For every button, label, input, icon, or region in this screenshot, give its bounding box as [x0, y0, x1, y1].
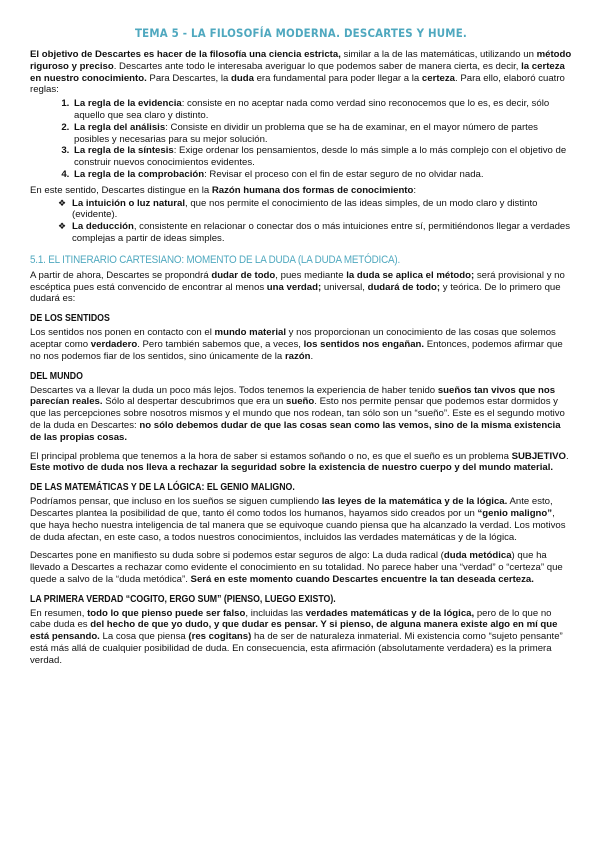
mundo-bold-4: sueño [286, 396, 315, 408]
diamond-bullet-icon: ❖ [58, 197, 67, 208]
sentidos-bold-6: los sentidos nos engañan. [303, 338, 425, 350]
form-text: , consistente en relacionar o conectar dos o más intuiciones entre sí, permitiéndonos llegar a verdades complejas a partir de ideas simples. [72, 221, 571, 244]
s51-text-3: , pues mediante [275, 269, 347, 281]
mat-bold-4: “genio maligno” [477, 507, 553, 519]
form-text: , que nos permite el conocimiento de las ideas simples, de un modo claro y distinto (evidente). [72, 197, 538, 221]
cogito-text-7: La cosa que piensa [99, 631, 189, 643]
s51-bold-2: dudar de todo [211, 269, 276, 281]
intro-bold-5: la certeza en nuestro conocimiento. [30, 60, 565, 84]
mat2-text-1: Descartes pone en manifiesto su duda sobre si podemos estar seguros de algo: La duda radical ( [30, 550, 444, 562]
cogito-bold-2: todo lo que pienso puede ser falso [87, 607, 246, 619]
sentidos-bold-8: razón [284, 350, 311, 362]
rule-name: La regla de la comprobación [74, 168, 205, 180]
rule-text: : Consiste en dividir un problema que se ha de examinar, en el mayor número de partes posibles y necesarias para su mejor solución. [74, 121, 538, 145]
mat-bold-2: las leyes de la matemática y de la lógica. [321, 496, 508, 508]
form-name: La deducción [72, 221, 134, 233]
cogito-bold-8: (res cogitans) [188, 631, 252, 643]
intro-text-6: Para Descartes, la [146, 72, 231, 84]
sense-text-3: : [413, 184, 417, 196]
rule-text: : consiste en no aceptar nada como verdad sino reconocemos que lo es, es decir, sólo aquello que sea claro y distinto. [74, 98, 550, 121]
intro-text-2: similar a la de las matemáticas, utilizando un [340, 49, 537, 60]
document-title: TEMA 5 - LA FILOSOFÍA MODERNA. DESCARTES Y HUME. [134, 26, 467, 40]
matematicas-heading: DE LAS MATEMÁTICAS Y DE LA LÓGICA: EL GENIO MALIGNO. [30, 482, 295, 494]
matematicas-paragraph-1 [30, 496, 572, 543]
mundo-paragraph-1 [30, 385, 572, 444]
intro-bold-9: certeza [421, 72, 455, 84]
rule-name: La regla de la síntesis [74, 145, 174, 157]
cogito-heading: LA PRIMERA VERDAD “COGITO, ERGO SUM” (PIENSO, LUEGO EXISTO). [30, 593, 336, 605]
sentidos-bold-4: verdadero [90, 338, 138, 350]
s51-text-9: y teórica. De lo primero que dudará es: [30, 281, 561, 305]
sentidos-text-3: y nos proporcionan un conocimiento de las cosas que solemos aceptar como [30, 327, 556, 350]
intro-text-10: . Para ello, elaboró cuatro reglas: [30, 72, 565, 96]
s51-bold-4: la duda se aplica el método; [346, 269, 475, 281]
mat2-bold-2: duda metódica [443, 550, 512, 562]
mat-text-1: Podríamos pensar, que incluso en los sueños se siguen cumpliendo [30, 496, 322, 508]
intro-bold-1: El objetivo de Descartes es hacer de la filosofía una ciencia estricta, [30, 49, 341, 60]
mundo-text-1: Descartes va a llevar la duda un poco más lejos. Todos tenemos la experiencia de haber tenido [30, 384, 438, 396]
rule-name: La regla del análisis [74, 121, 166, 133]
sentidos-bold-2: mundo material [214, 327, 286, 339]
rule-text: : Revisar el proceso con el fin de estar seguro de no olvidar nada. [204, 168, 484, 180]
mundo2-text-3: . [565, 450, 569, 462]
intro-paragraph [30, 49, 572, 96]
knowledge-forms-paragraph [30, 185, 572, 197]
mundo2-bold-2: SUBJETIVO [511, 450, 566, 462]
diamond-bullet-icon: ❖ [58, 221, 67, 232]
section-5-1-paragraph [30, 270, 572, 305]
sentidos-text-9: . [310, 350, 314, 362]
rule-name: La regla de la evidencia [74, 98, 182, 110]
mundo-bold-2: sueños tan vivos que nos parecían reales. [30, 384, 556, 408]
cogito-text-9: ha de ser de naturaleza inmaterial. Mi existencia como “sujeto pensante” está más allá de cualquier posibilidad de duda. En consecuencia, esta afirmación (absolutamente verdadera) es la primera verdad. [30, 631, 563, 666]
mundo2-text-1: El principal problema que tenemos a la hora de saber si estamos soñando o no, es que el sueño es un problema [30, 450, 512, 462]
knowledge-forms-list [30, 198, 572, 245]
intro-text-8: era fundamental para poder llegar a la [253, 72, 422, 84]
intro-bold-3: método riguroso y preciso [30, 49, 572, 72]
rule-text: : Exige ordenar los pensamientos, desde lo más simple a lo más complejo con el objetivo de construir nuevos conocimientos evidentes. [74, 145, 567, 169]
s51-bold-8: dudará de todo; [367, 281, 441, 293]
mat2-bold-4: Será en este momento cuando Descartes encuentre la tan deseada certeza. [190, 573, 534, 585]
mat-text-3: Ante esto, Descartes plantea la posibilidad de que, tanto él como todos los humanos, hayamos sido creados por un [30, 496, 553, 519]
rule-item [72, 122, 572, 146]
matematicas-paragraph-2 [30, 550, 572, 585]
sentidos-heading: DE LOS SENTIDOS [30, 313, 110, 325]
form-name: La intuición o luz natural [72, 197, 185, 209]
rule-item [72, 98, 572, 122]
sentidos-paragraph [30, 327, 572, 362]
rule-item [72, 145, 572, 169]
s51-bold-6: una verdad; [266, 281, 322, 293]
cogito-bold-4: verdades matemáticas y de la lógica, [305, 607, 475, 619]
s51-text-1: A partir de ahora, Descartes se propondrá [30, 269, 212, 281]
mat-text-5: , que haya hecho nuestra inteligencia de tal manera que se equivoque cuando piensa que ha alcanzado la verdad. Los motivos de duda afectan, en este caso, a todos nuestros conocimientos, incluidos las verdades matemáticas y de la lógica. [30, 507, 566, 543]
mundo-heading: DEL MUNDO [30, 370, 83, 382]
sense-text-1: En este sentido, Descartes distingue en la [30, 184, 212, 196]
list-item [58, 221, 572, 245]
sentidos-text-7: Entonces, podemos afirmar que no nos podemos fiar de los sentidos, sino únicamente de la [30, 338, 563, 362]
mundo-text-5: . Esto nos permite pensar que podemos estar dormidos y que las percepciones sobre nosotros mismos y el mundo que nos rodean, tan sólo son un “sueño”. Este es el segundo motivo de la duda en Descartes: [30, 396, 565, 431]
intro-text-4: . Descartes ante todo le interesaba averiguar lo que podemos saber de manera cierta, es decir, [113, 60, 522, 72]
intro-bold-7: duda [231, 72, 254, 84]
paragraph-gap [30, 444, 572, 451]
mundo-text-3: Sólo al despertar descubrimos que era un [102, 396, 286, 408]
cogito-text-3: , incluidas las [245, 607, 306, 619]
paragraph-gap [30, 543, 572, 550]
cogito-text-1: En resumen, [30, 607, 88, 619]
document-page [30, 26, 572, 667]
section-5-1-heading: 5.1. EL ITINERARIO CARTESIANO: MOMENTO DE LA DUDA (LA DUDA METÓDICA). [30, 253, 401, 266]
mundo-bold-6: no sólo debemos dudar de que las cosas sean como las vemos, sino de la misma existencia de las propias cosas. [30, 419, 561, 443]
s51-text-7: universal, [321, 281, 368, 293]
cogito-text-5: pero de lo que no cabe duda es [30, 607, 552, 631]
sentidos-text-5: . Pero también sabemos que, a veces, [137, 338, 304, 350]
cogito-bold-6: del hecho de que yo dudo, y que dudar es pensar. Y si pienso, de alguna manera existe algo en mí que está pensando. [30, 619, 558, 643]
mat2-text-3: ) que ha llevado a Descartes a rechazar como evidente el conocimiento en su totalidad. No parece haber una “verdad” o “certeza” que quede a salvo de la “duda metódica”. [30, 550, 563, 585]
mundo-paragraph-2 [30, 451, 572, 475]
mundo2-bold-4: Este motivo de duda nos lleva a rechazar la seguridad sobre la existencia de nuestro cuerpo y del mundo material. [30, 462, 554, 474]
sense-bold-2: Razón humana dos formas de conocimiento [211, 184, 414, 196]
sentidos-text-1: Los sentidos nos ponen en contacto con el [30, 327, 215, 339]
cogito-paragraph [30, 608, 572, 667]
list-item [58, 197, 572, 222]
rules-list [30, 98, 572, 181]
s51-text-5: será provisional y no escéptica pues está convencido de encontrar al menos [30, 269, 565, 293]
rule-item [72, 169, 572, 181]
